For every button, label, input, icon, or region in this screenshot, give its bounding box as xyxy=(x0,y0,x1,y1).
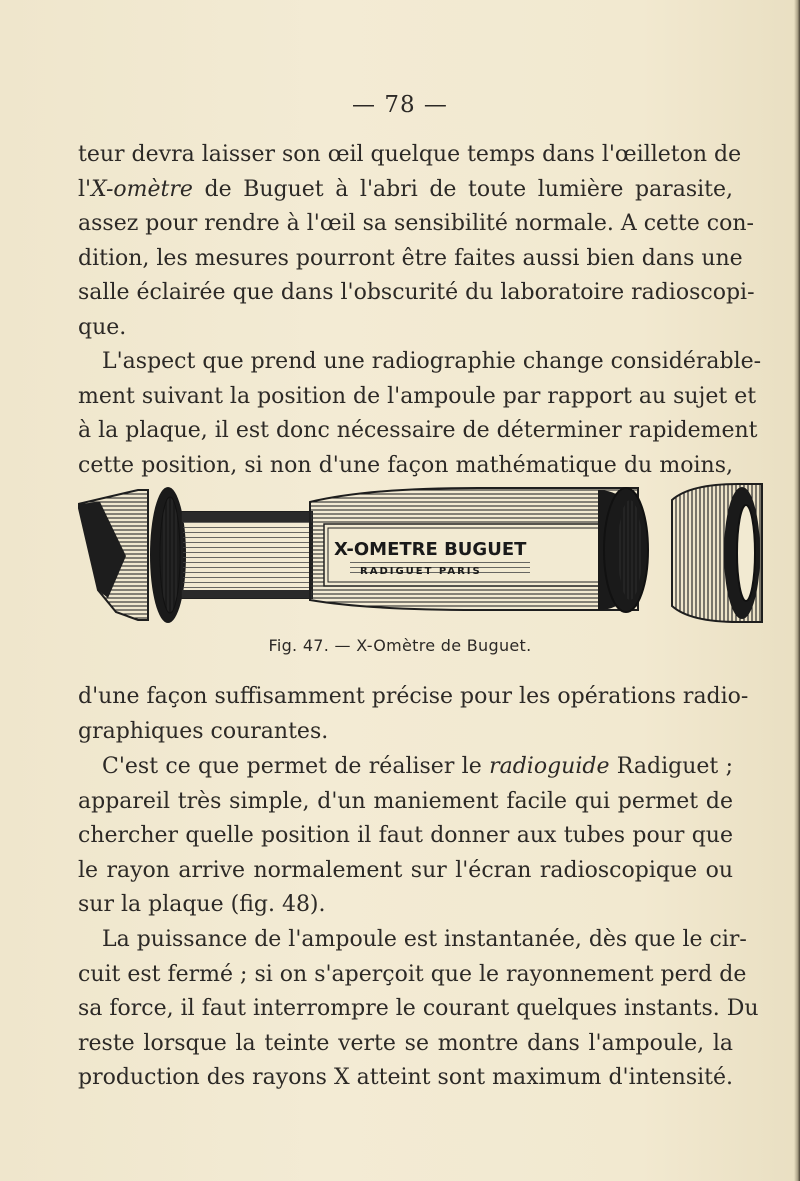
text-line: La puissance de l'ampoule est instantanée, dès que le cir- xyxy=(102,927,747,952)
text-line: graphiques courantes. xyxy=(78,718,329,744)
text-line: L'aspect que prend une radiographie change considérable- xyxy=(102,349,762,374)
text-line: cette position, si non d'une façon mathématique du moins, xyxy=(78,452,733,478)
text-line: d'une façon suffisamment précise pour les opérations radio- xyxy=(78,684,749,709)
text-line: à la plaque, il est donc nécessaire de déterminer rapidement xyxy=(78,418,758,444)
paragraph-3 xyxy=(78,680,749,749)
text-line: dition, les mesures pourront être faites aussi bien dans une xyxy=(78,245,743,271)
emphasis: radioguide xyxy=(489,754,610,779)
paragraph-4 xyxy=(78,750,733,923)
tube-neck xyxy=(182,512,312,598)
text-line: appareil très simple, d'un maniement facile qui permet de xyxy=(78,788,733,814)
maker-label: RADIGUET PARIS xyxy=(360,566,482,577)
x-ometre-illustration xyxy=(78,480,766,630)
text-line: assez pour rendre à l'œil sa sensibilité normale. A cette con- xyxy=(78,211,754,237)
text-line: teur devra laisser son œil quelque temps dans l'œilleton de xyxy=(78,142,742,167)
page-edge-shadow xyxy=(794,0,800,1181)
text-line: ment suivant la position de l'ampoule par rapport au sujet et xyxy=(78,383,757,409)
text-line: le rayon arrive normalement sur l'écran radioscopique ou xyxy=(78,857,733,883)
page-number: — 78 — xyxy=(352,92,448,118)
front-end xyxy=(598,488,648,612)
text-line: C'est ce que permet de réaliser le radioguide Radiguet ; xyxy=(102,754,733,779)
emphasis: X-omètre xyxy=(91,176,193,202)
text-line: sa force, il faut interrompre le courant quelques instants. Du xyxy=(78,996,759,1022)
paragraph-1 xyxy=(78,138,755,346)
tube-body xyxy=(310,488,638,610)
paragraph-2 xyxy=(78,345,762,483)
text-line: l'X-omètre de Buguet à l'abri de toute lumière parasite, xyxy=(78,176,733,202)
text-line: chercher quelle position il faut donner aux tubes pour que xyxy=(78,823,733,849)
figure-caption: Fig. 47. — X-Omètre de Buguet. xyxy=(268,636,532,655)
paragraph-5 xyxy=(78,923,759,1096)
eyepiece xyxy=(78,487,186,623)
text-line: production des rayons X atteint sont maximum d'intensité. xyxy=(78,1065,733,1091)
text-line: que. xyxy=(78,314,127,340)
brand-label: X-OMETRE BUGUET xyxy=(334,539,527,560)
end-cap xyxy=(672,484,762,622)
text-line: salle éclairée que dans l'obscurité du laboratoire radioscopi- xyxy=(78,280,755,306)
text-line: cuit est fermé ; si on s'aperçoit que le rayonnement perd de xyxy=(78,961,747,987)
text-line: sur la plaque (fig. 48). xyxy=(78,892,326,918)
text-line: reste lorsque la teinte verte se montre dans l'ampoule, la xyxy=(78,1030,733,1056)
